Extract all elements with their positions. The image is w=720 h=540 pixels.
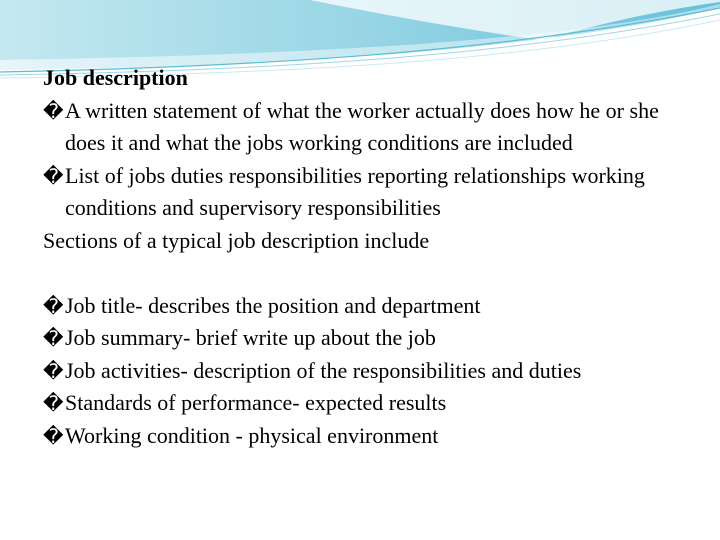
list-item-text: Job title- describes the position and department — [65, 292, 481, 318]
bullet-icon: � — [43, 163, 64, 188]
list-item — [43, 420, 683, 453]
bullet-icon: � — [43, 98, 64, 123]
spacer — [43, 257, 683, 290]
slide-body — [43, 62, 683, 452]
bullet-icon: � — [43, 358, 64, 383]
bullet-icon: � — [43, 423, 64, 448]
sections-intro: Sections of a typical job description include — [43, 227, 430, 253]
list-item-text: Job summary- brief write up about the job — [65, 325, 436, 350]
list-item-text: List of jobs duties responsibilities reporting relationships working conditions and supervisory responsibilities — [65, 162, 645, 220]
list-item-text: Working condition - physical environment — [65, 422, 439, 448]
list-item — [43, 387, 683, 420]
list-item — [43, 160, 683, 225]
bullet-icon: � — [43, 326, 64, 350]
list-item — [43, 322, 683, 355]
list-item-text: Standards of performance- expected results — [65, 390, 447, 415]
list-item — [43, 95, 683, 160]
list-item-text: Job activities- description of the responsibilities and duties — [65, 357, 582, 383]
slide-heading: Job description — [43, 65, 188, 90]
list-item-text: A written statement of what the worker actually does how he or she does it and what the jobs working conditions are included — [65, 97, 659, 155]
bullet-icon: � — [43, 293, 64, 318]
list-item — [43, 355, 683, 388]
bullet-icon: � — [43, 391, 64, 415]
list-item — [43, 290, 683, 323]
